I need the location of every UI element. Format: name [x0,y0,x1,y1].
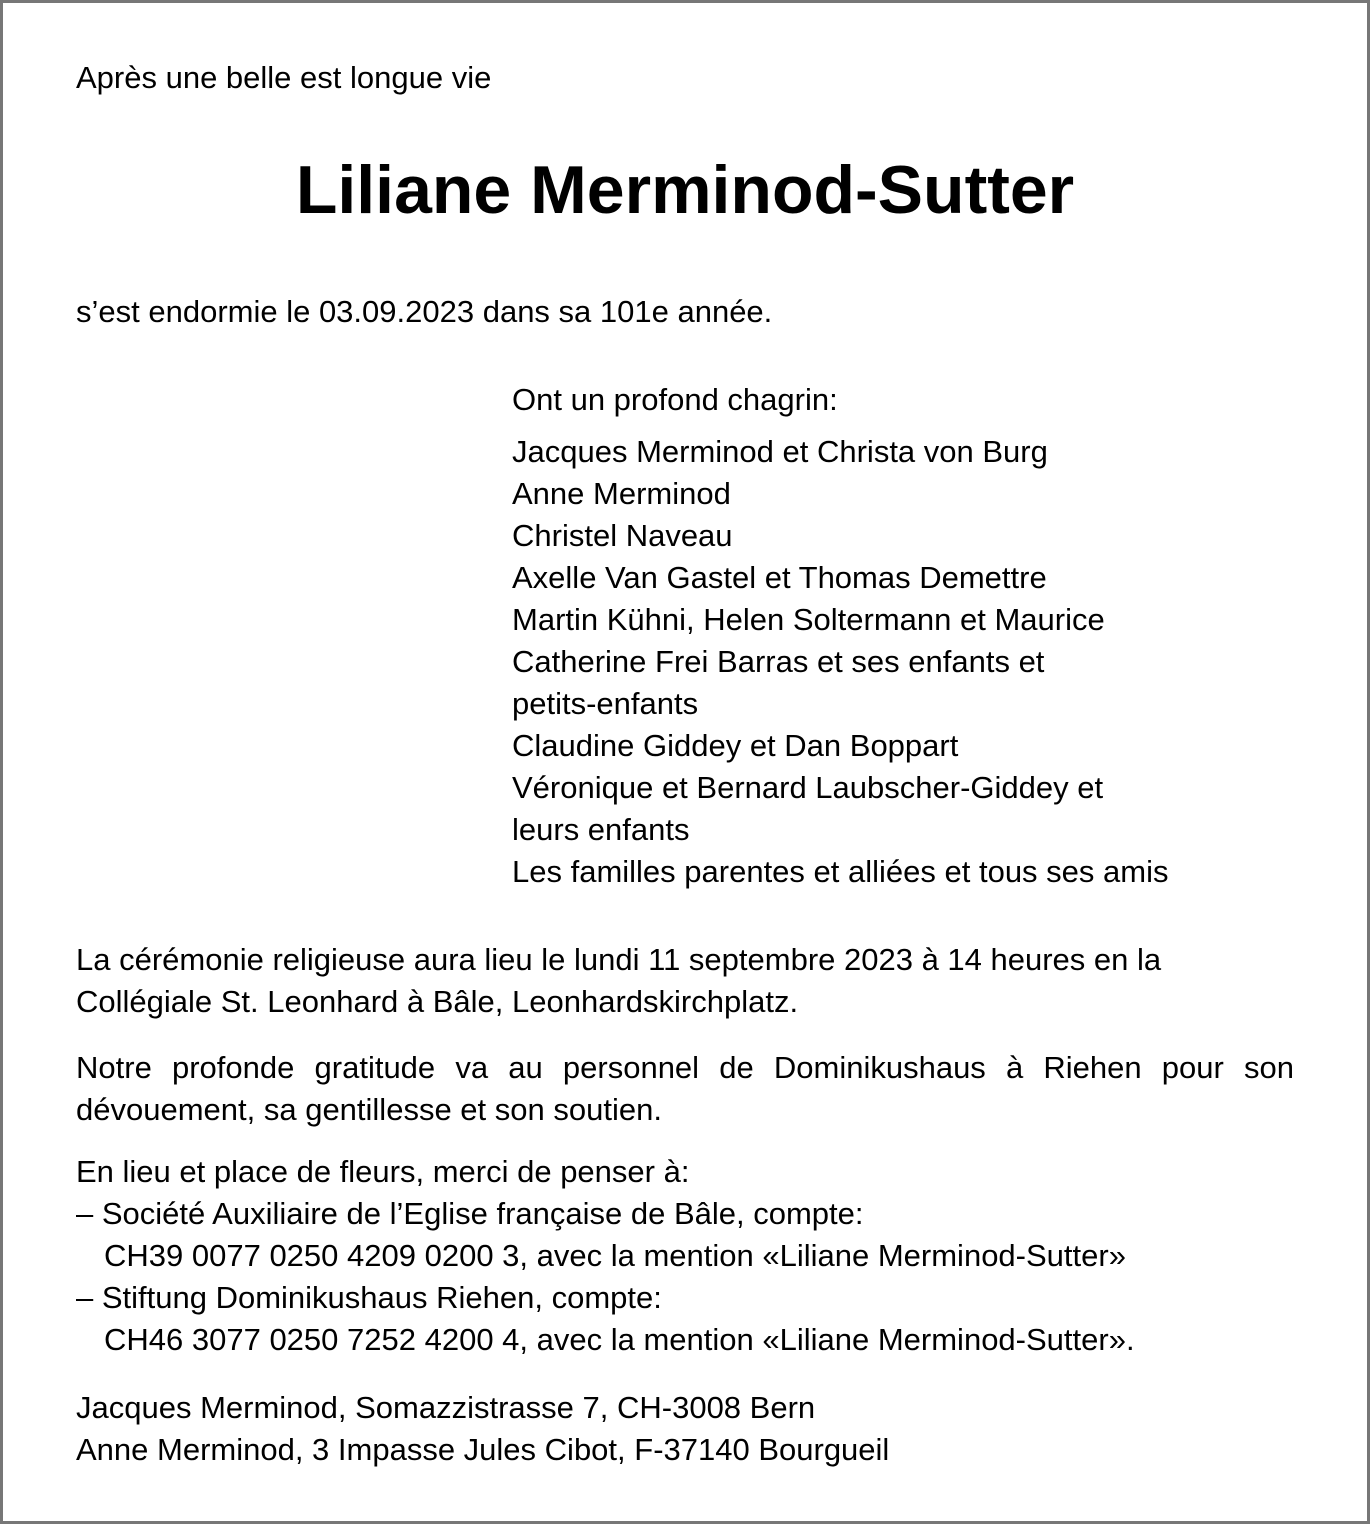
gratitude-paragraph: Notre profonde gratitude va au personnel de Dominikushaus à Riehen pour son dévouement, sa gentillesse et son soutien. [76,1050,1294,1127]
ceremony-line: La cérémonie religieuse aura lieu le lundi 11 septembre 2023 à 14 heures en la [76,942,1162,977]
address-line: Anne Merminod, 3 Impasse Jules Cibot, F-37140 Bourgueil [76,1432,890,1467]
mourner-line: Axelle Van Gastel et Thomas Demettre [512,560,1047,595]
mourner-line: Anne Merminod [512,476,731,511]
mourner-line: petits-enfants [512,686,699,721]
deceased-name: Liliane Merminod-Sutter [295,152,1075,228]
donations-section [76,1151,1294,1361]
donation-account: CH46 3077 0250 7252 4200 4, avec la mention «Liliane Merminod-Sutter». [104,1322,1135,1357]
donation-line: – Société Auxiliaire de l’Eglise française de Bâle, compte: [76,1196,864,1231]
donation-line: – Stiftung Dominikushaus Riehen, compte: [76,1280,662,1315]
death-line: s’est endormie le 03.09.2023 dans sa 101e année. [76,294,773,329]
donation-account: CH39 0077 0250 4209 0200 3, avec la mention «Liliane Merminod-Sutter» [104,1238,1126,1273]
mourner-line: Catherine Frei Barras et ses enfants et [512,644,1045,679]
ceremony-paragraph [76,939,1294,1023]
mourners-heading: Ont un profond chagrin: [512,382,838,417]
mourner-line: Jacques Merminod et Christa von Burg [512,434,1048,469]
mourner-line: Claudine Giddey et Dan Boppart [512,728,959,763]
ceremony-line: Collégiale St. Leonhard à Bâle, Leonhardskirchplatz. [76,984,799,1019]
mourners-list [512,431,1312,893]
addresses [76,1387,1294,1471]
mourner-line: Véronique et Bernard Laubscher-Giddey et [512,770,1104,805]
mourner-line: leurs enfants [512,812,690,847]
donations-heading: En lieu et place de fleurs, merci de penser à: [76,1154,690,1189]
mourner-line: Christel Naveau [512,518,733,553]
mourner-line: Martin Kühni, Helen Soltermann et Maurice [512,602,1105,637]
intro-text: Après une belle est longue vie [76,60,492,95]
address-line: Jacques Merminod, Somazzistrasse 7, CH-3008 Bern [76,1390,816,1425]
mourner-line: Les familles parentes et alliées et tous ses amis [512,854,1169,889]
